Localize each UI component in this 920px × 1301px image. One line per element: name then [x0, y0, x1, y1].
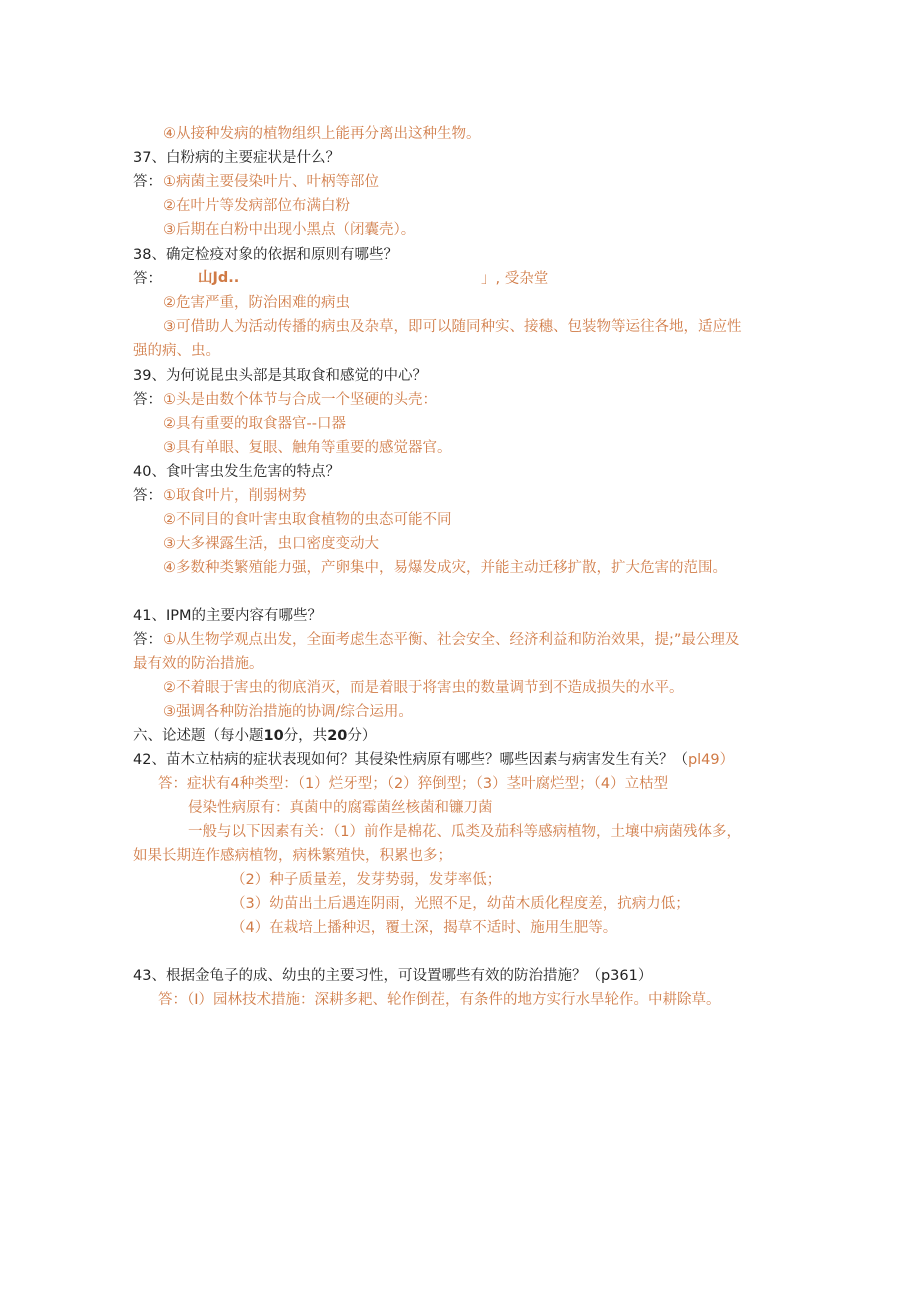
question-41: 41、IPM的主要内容有哪些？ [133, 608, 322, 624]
question-42-page-ref: pl49 [687, 752, 720, 768]
question-43: 43、根据金龟子的成、幼虫的主要习性，可设置哪些有效的防治措施？（p361） [133, 968, 653, 984]
q43-answer: 答：（I）园林技术措施：深耕多耙、轮作倒茬，有条件的地方实行水旱轮作。中耕除草。 [158, 992, 721, 1008]
q38-answer-1-tail: 」, 受杂堂 [481, 271, 549, 287]
answer-prefix-40: 答： [133, 488, 162, 504]
q36-answer-4: ④从接种发病的植物组织上能再分离出这种生物。 [163, 126, 481, 142]
q41-answer-2: ②不着眼于害虫的彻底消灭，而是着眼于将害虫的数量调节到不造成损失的水平。 [163, 680, 684, 696]
question-42-text: 42、苗木立枯病的症状表现如何？其侵染性病原有哪些？哪些因素与病害发生有关？（ [133, 752, 688, 768]
q42-pathogens: 侵染性病原有：真菌中的腐霉菌丝核菌和镰刀菌 [188, 800, 493, 816]
section-6-mid: 分，共 [283, 728, 328, 744]
q42-symptoms: 答：症状有4种类型：（1）烂牙型；（2）猝倒型；（3）茎叶腐烂型；（4）立枯型 [158, 776, 669, 792]
section-6-points: 10 [263, 728, 284, 744]
answer-prefix-41: 答： [133, 632, 162, 648]
q42-factors-line1: 一般与以下因素有关：（1）前作是棉花、瓜类及茄科等感病植物，土壤中病菌残体多， [188, 824, 741, 840]
q38-answer-2: ②危害严重，防治困难的病虫 [163, 295, 350, 311]
question-42 [133, 750, 734, 770]
q41-answer-3: ③强调各种防治措施的协调/综合运用。 [163, 704, 413, 720]
q37-answer-3: ③后期在白粉中出现小黑点（闭囊壳）。 [163, 222, 416, 238]
section-6-total: 20 [327, 728, 348, 744]
question-39: 39、为何说昆虫头部是其取食和感觉的中心？ [133, 368, 427, 384]
q38-answer-3-line2: 强的病、虫。 [133, 343, 220, 359]
q41-answer-1-line1: ①从生物学观点出发，全面考虑生态平衡、社会安全、经济利益和防治效果，提;”最公理及 [163, 632, 740, 648]
q42-factor-3: （3）幼苗出土后遇连阴雨，光照不足，幼苗木质化程度差，抗病力低； [231, 896, 690, 912]
q41-answer-1-line2: 最有效的防治措施。 [133, 656, 264, 672]
q40-answer-2: ②不同目的食叶害虫取食植物的虫态可能不同 [163, 512, 452, 528]
q38-answer-1-garbled: 山Jd.. [198, 270, 240, 286]
answer-prefix-37: 答： [133, 174, 162, 190]
section-6-heading [133, 726, 376, 746]
question-38: 38、确定检疫对象的依据和原则有哪些？ [133, 247, 398, 263]
question-37: 37、白粉病的主要症状是什么？ [133, 150, 340, 166]
q39-answer-2: ②具有重要的取食器官--口器 [163, 416, 346, 432]
q37-answer-2: ②在叶片等发病部位布满白粉 [163, 198, 350, 214]
q38-answer-3-line1: ③可借助人为活动传播的病虫及杂草，即可以随同种实、接穗、包装物等运往各地，适应性 [163, 319, 742, 335]
q40-answer-1: ①取食叶片，削弱树势 [163, 488, 307, 504]
q37-answer-1: ①病菌主要侵染叶片、叶柄等部位 [163, 174, 379, 190]
q42-factor-2: （2）种子质量差，发芽势弱，发芽率低； [231, 872, 502, 888]
question-40: 40、食叶害虫发生危害的特点？ [133, 464, 340, 480]
q39-answer-3: ③具有单眼、复眼、触角等重要的感觉器官。 [163, 440, 452, 456]
section-6-label: 六、论述题（每小题 [133, 728, 264, 744]
q42-factors-line2: 如果长期连作感病植物，病株繁殖快，积累也多； [133, 848, 452, 864]
answer-prefix-38: 答： [133, 271, 162, 287]
q39-answer-1: ①头是由数个体节与合成一个坚硬的头壳： [163, 392, 437, 408]
q42-factor-4: （4）在栽培上播种迟，覆土深，揭草不适时、施用生肥等。 [231, 920, 618, 936]
answer-prefix-39: 答： [133, 392, 162, 408]
question-42-close: ） [719, 752, 735, 768]
section-6-end: 分） [347, 728, 377, 744]
q40-answer-4: ④多数种类繁殖能力强，产卵集中，易爆发成灾，并能主动迁移扩散，扩大危害的范围。 [163, 560, 727, 576]
q40-answer-3: ③大多裸露生活，虫口密度变动大 [163, 536, 379, 552]
